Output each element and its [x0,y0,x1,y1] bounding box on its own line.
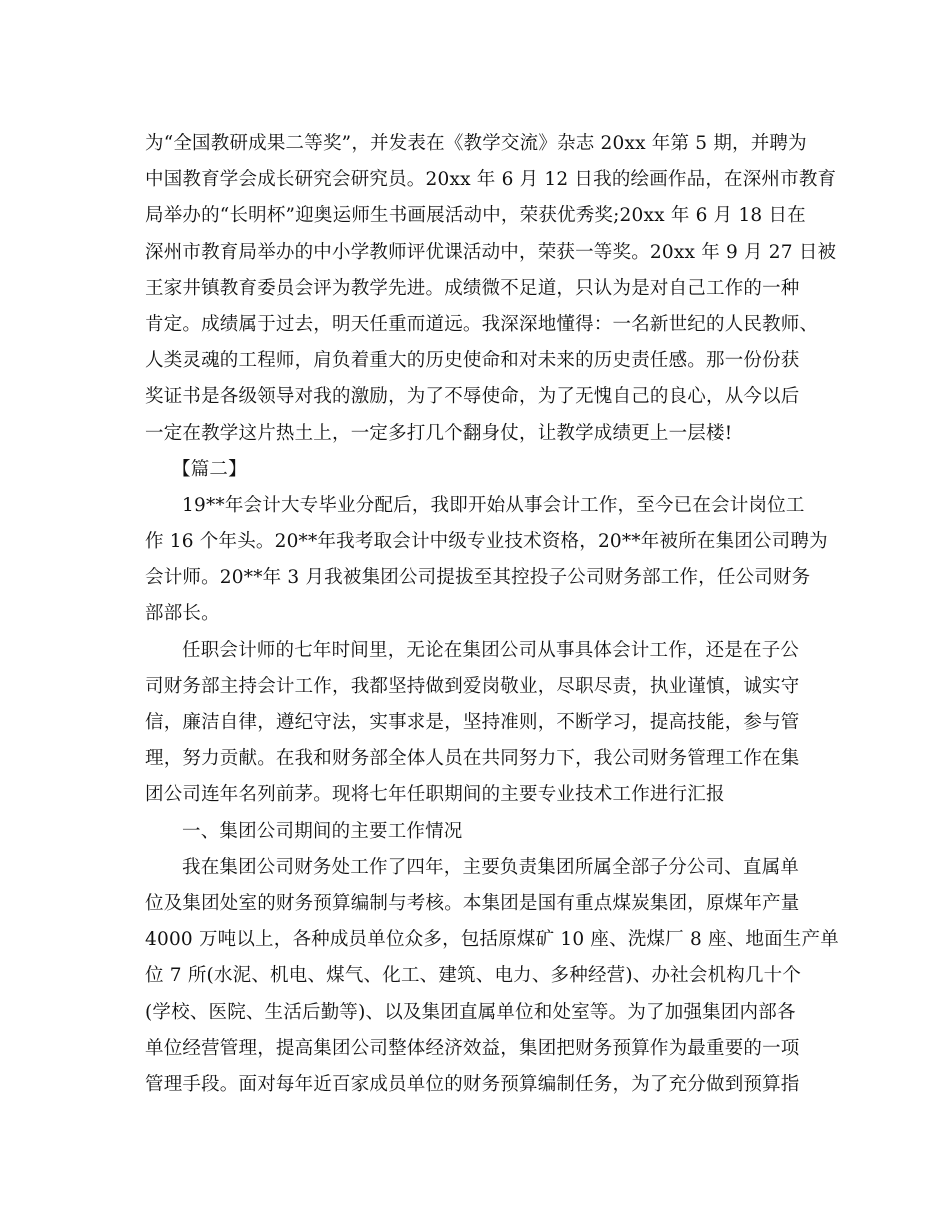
text-line: 奖证书是各级领导对我的激励，为了不辱使命，为了无愧自己的良心，从今以后 [145,386,800,408]
text-line: 信，廉洁自律，遵纪守法，实事求是，坚持准则，不断学习，提高技能，参与管 [145,712,800,733]
section-heading: 【篇二】 [172,458,247,480]
text-line: 王家井镇教育委员会评为教学先进。成绩微不足道，只认为是对自己工作的一种 [145,277,800,299]
text-line: 一定在教学这片热土上，一定多打几个翻身仗，让教学成绩更上一层楼! [145,422,733,444]
text-line: 会计师。20**年 3 月我被集团公司提拔至其控投子公司财务部工作，任公司财务 [145,567,811,589]
text-line: 4000 万吨以上，各种成员单位众多，包括原煤矿 10 座、洗煤厂 8 座、地面生产单 [145,929,839,951]
text-line: 中国教育学会成长研究会研究员。20xx 年 6 月 12 日我的绘画作品，在深州市教育 [145,169,837,191]
paragraph-first-line: 19**年会计大专毕业分配后，我即开始从事会计工作，至今已在会计岗位工 [182,494,805,516]
text-line: 为“全国教研成果二等奖”，并发表在《教学交流》杂志 20xx 年第 5 期，并聘为 [145,133,807,154]
text-line: 管理手段。面对每年近百家成员单位的财务预算编制任务，为了充分做到预算指 [145,1073,800,1095]
text-line: 司财务部主持会计工作，我都坚持做到爱岗敬业，尽职尽责，执业谨慎，诚实守 [145,675,800,697]
text-line: 肯定。成绩属于过去，明天任重而道远。我深深地懂得：一名新世纪的人民教师、 [145,313,819,335]
text-line: 人类灵魂的工程师，肩负着重大的历史使命和对未来的历史责任感。那一份份获 [145,350,800,372]
text-line: (学校、医院、生活后勤等)、以及集团直属单位和处室等。为了加强集团内部各 [145,1001,796,1023]
paragraph-first-line: 任职会计师的七年时间里，无论在集团公司从事具体会计工作，还是在子公 [182,639,800,661]
text-line: 深州市教育局举办的中小学教师评优课活动中，荣获一等奖。20xx 年 9 月 27 日被 [145,241,837,263]
document-body [145,126,839,1103]
paragraph-first-line: 我在集团公司财务处工作了四年，主要负责集团所属全部子分公司、直属单 [182,856,800,878]
text-line: 作 16 个年头。20**年我考取会计中级专业技术资格，20**年被所在集团公司聘为 [145,531,828,553]
text-line: 部部长。 [145,603,220,625]
text-line: 位及集团处室的财务预算编制与考核。本集团是国有重点煤炭集团，原煤年产量 [145,892,800,914]
text-line: 单位经营管理，提高集团公司整体经济效益，集团把财务预算作为最重要的一项 [145,1037,800,1059]
text-line: 局举办的“长明杯”迎奥运师生书画展活动中，荣获优秀奖;20xx 年 6 月 18 日在 [145,205,806,227]
subsection-heading: 一、集团公司期间的主要工作情况 [182,820,463,842]
text-line: 理，努力贡献。在我和财务部全体人员在共同努力下，我公司财务管理工作在集 [145,748,800,770]
text-line: 位 7 所(水泥、机电、煤气、化工、建筑、电力、多种经营)、办社会机构几十个 [145,965,802,987]
text-line: 团公司连年名列前茅。现将七年任职期间的主要专业技术工作进行汇报 [145,784,725,806]
